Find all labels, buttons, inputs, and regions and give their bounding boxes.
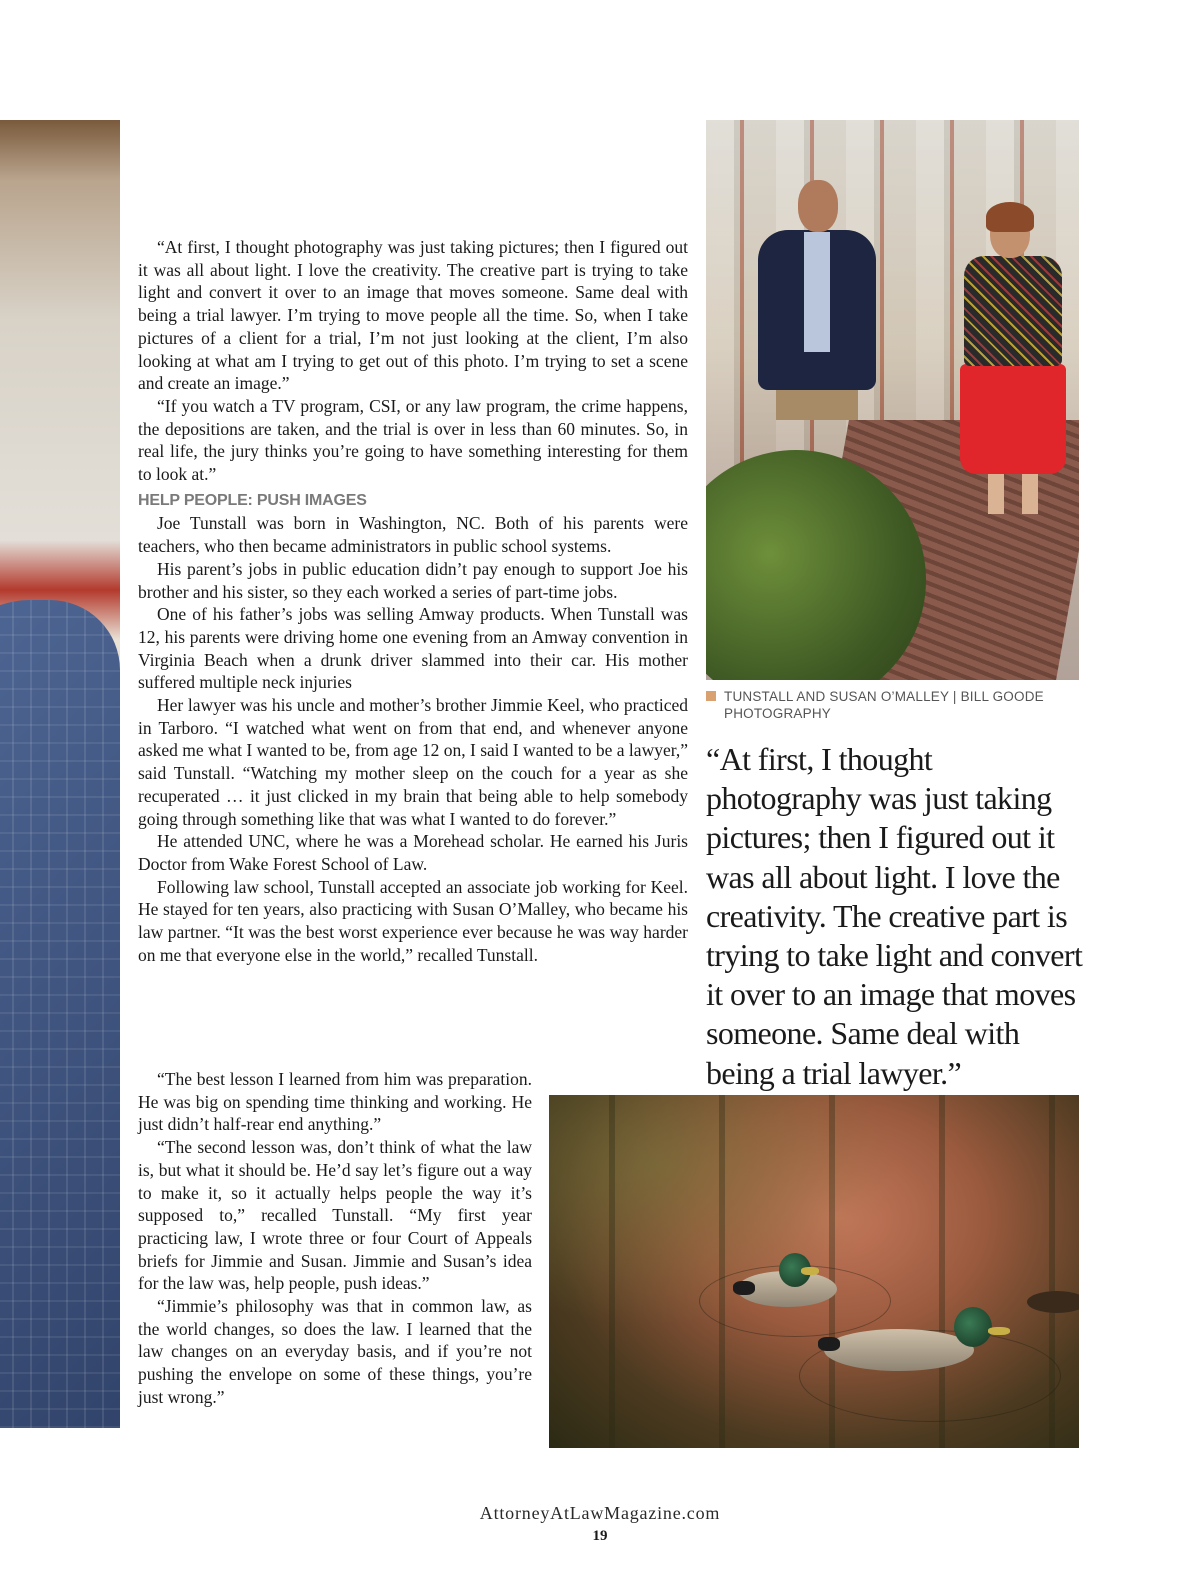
- body-paragraph: Joe Tunstall was born in Washington, NC. Both of his parents were teachers, who then became administrators in public school systems.: [138, 513, 688, 557]
- body-paragraph: One of his father’s jobs was selling Amway products. When Tunstall was 12, his parents were driving home one evening from an Amway convention in Virginia Beach when a drunk driver slammed into their car. His mother suffered multiple neck injuries: [138, 604, 688, 693]
- photo-caption-text: TUNSTALL AND SUSAN O’MALLEY | BILL GOODE PHOTOGRAPHY: [724, 689, 1044, 721]
- body-paragraph: Her lawyer was his uncle and mother’s brother Jimmie Keel, who practiced in Tarboro. “I watched what went on from that end, and whenever anyone asked me what I wanted to be, from age 12 on, I said I wanted to be a lawyer,” said Tunstall. “Watching my mother sleep on the couch for a year as she recuperated … it just clicked in my brain that being able to help somebody going through something like that was what I wanted to do forever.”: [138, 695, 688, 829]
- section-heading: HELP PEOPLE: PUSH IMAGES: [138, 491, 367, 509]
- caption-marker-icon: [706, 691, 716, 701]
- man-figure: [758, 180, 876, 420]
- body-paragraph: “The best lesson I learned from him was preparation. He was big on spending time thinking and working. He just didn’t half-rear end anything.”: [138, 1069, 532, 1135]
- duck: [1027, 1285, 1079, 1315]
- body-paragraph: “Jimmie’s philosophy was that in common law, as the world changes, so does the law. I learned that the law changes on an everyday basis, and if you’re not pushing the envelope on some of these things, you’re just wrong.”: [138, 1296, 532, 1407]
- photo-caption: [706, 689, 1086, 722]
- woman-figure: [958, 208, 1068, 508]
- footer-website: AttorneyAtLawMagazine.com: [479, 1503, 721, 1523]
- body-paragraph: “The second lesson was, don’t think of what the law is, but what it should be. He’d say let’s figure out a way to make it, so it actually helps people the way it’s supposed to,” recalled Tunstall. “My first year practicing law, I wrote three or four Court of Appeals briefs for Jimmie and Susan. Jimmie and Susan’s idea for the law was, help people, push ideas.”: [138, 1137, 532, 1294]
- duck: [824, 1307, 1024, 1377]
- body-paragraph: He attended UNC, where he was a Morehead scholar. He earned his Juris Doctor from Wake Forest School of Law.: [138, 831, 688, 874]
- tunstall-omalley-photo: [706, 120, 1079, 680]
- plaid-jacket-shoulder: [0, 600, 120, 1428]
- article-body-column: [138, 236, 688, 967]
- pull-quote: “At first, I thought photography was just taking pictures; then I figured out it was all about light. I love the creativity. The creative part is trying to take light and convert it over to an image that moves someone. Same deal with being a trial lawyer.”: [706, 741, 1083, 1091]
- body-paragraph: “At first, I thought photography was just taking pictures; then I figured out it was all about light. I love the creativity. The creative part is trying to take light and convert it over to an image that moves someone. Same deal with being a trial lawyer. I’m trying to move people all the time. So, when I take pictures of a client for a trial, I’m not just looking at the client, I’m also looking at what am I trying to get out of this photo. I’m trying to set a scene and create an image.”: [138, 237, 688, 394]
- portrait-photo-cropped: [0, 120, 120, 1428]
- body-paragraph: Following law school, Tunstall accepted an associate job working for Keel. He stayed for ten years, also practicing with Susan O’Malley, who became his law partner. “It was the best worst experience ever because he was way harder on me that everyone else in the world,” recalled Tunstall.: [138, 876, 688, 965]
- body-paragraph: “If you watch a TV program, CSI, or any law program, the crime happens, the depositions are taken, and the trial is over in less than 60 minutes. So, in real life, the jury thinks you’re going to have something interesting for them to look at.”: [138, 395, 688, 485]
- ducks-pond-photo: [549, 1095, 1079, 1448]
- page-number: 19: [592, 1528, 608, 1544]
- duck: [737, 1253, 847, 1313]
- article-body-narrow-column: [138, 1068, 532, 1409]
- body-paragraph: His parent’s jobs in public education didn’t pay enough to support Joe his brother and his sister, so they each worked a series of part-time jobs.: [138, 558, 688, 602]
